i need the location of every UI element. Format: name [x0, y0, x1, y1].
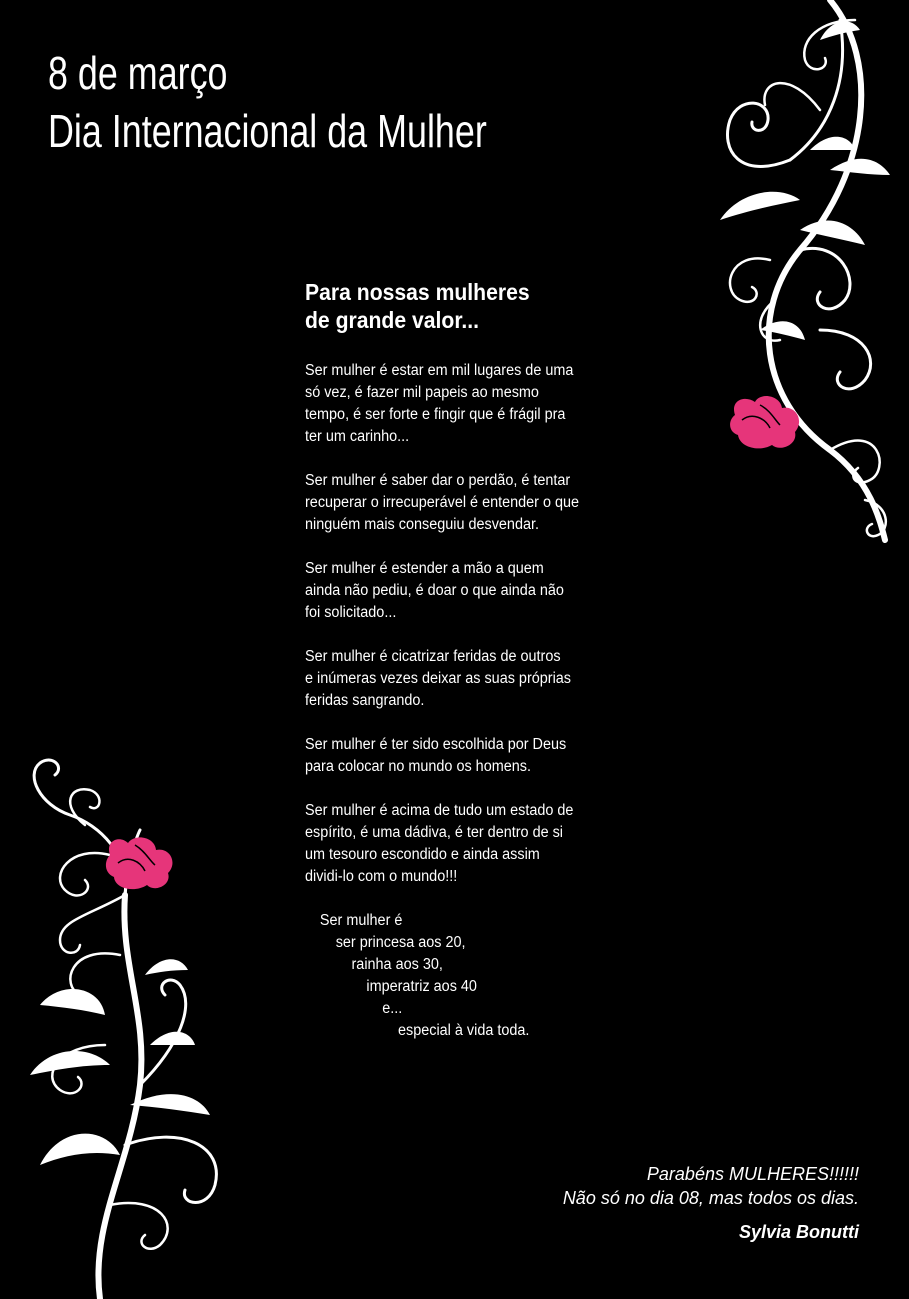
- cascade-line: ser princesa aos 20,: [335, 934, 466, 951]
- stanza-line: tempo, é ser forte e fingir que é frágil pra: [305, 406, 566, 423]
- stanza-line: feridas sangrando.: [305, 692, 425, 709]
- signature: Sylvia Bonutti: [738, 1222, 859, 1242]
- title-occasion: Dia Internacional da Mulher: [48, 105, 487, 157]
- stanza: [305, 646, 612, 712]
- stanza-line: Ser mulher é estender a mão a quem: [305, 560, 544, 577]
- title-date: 8 de março: [48, 47, 228, 99]
- stanza-line: só vez, é fazer mil papeis ao mesmo: [305, 384, 539, 401]
- stanza-line: e inúmeras vezes deixar as suas próprias: [305, 670, 572, 687]
- page-title: [48, 44, 487, 160]
- cascade-line: e...: [382, 1000, 403, 1017]
- stanza-line: Ser mulher é acima de tudo um estado de: [305, 802, 574, 819]
- stanza-line: ter um carinho...: [305, 428, 410, 445]
- stanza-line: foi solicitado...: [305, 604, 397, 621]
- stanza: [305, 470, 612, 536]
- stanza-line: ainda não pediu, é doar o que ainda não: [305, 582, 564, 599]
- stanza: [305, 800, 612, 888]
- closing-message: [563, 1162, 859, 1244]
- poem-heading-line: de grande valor...: [305, 307, 480, 333]
- stanza-line: espírito, é uma dádiva, é ter dentro de si: [305, 824, 564, 841]
- stanza-line: Ser mulher é ter sido escolhida por Deus: [305, 736, 567, 753]
- stanza: [305, 558, 612, 624]
- stanza-line: para colocar no mundo os homens.: [305, 758, 531, 775]
- poem-cascade: [305, 910, 612, 1042]
- stanza: [305, 360, 612, 448]
- stanza-line: dividi-lo com o mundo!!!: [305, 868, 458, 885]
- stanza: [305, 734, 612, 778]
- closing-line: Parabéns MULHERES!!!!!!: [646, 1164, 859, 1184]
- cascade-line: Ser mulher é: [319, 912, 403, 929]
- stanza-line: Ser mulher é estar em mil lugares de uma: [305, 362, 574, 379]
- stanza-line: ninguém mais conseguiu desvendar.: [305, 516, 539, 533]
- cascade-line: rainha aos 30,: [351, 956, 443, 973]
- closing-line: Não só no dia 08, mas todos os dias.: [562, 1188, 859, 1208]
- floral-swirl-ornament-icon: [10, 745, 240, 1299]
- stanza-line: recuperar o irrecuperável é entender o que: [305, 494, 580, 511]
- poem: [305, 278, 635, 1042]
- poem-heading: [305, 278, 609, 334]
- pink-flower-icon: [106, 837, 173, 889]
- stanza-line: um tesouro escondido e ainda assim: [305, 846, 540, 863]
- poem-heading-line: Para nossas mulheres: [305, 279, 530, 305]
- stanza-line: Ser mulher é saber dar o perdão, é tentar: [305, 472, 571, 489]
- cascade-line: especial à vida toda.: [398, 1022, 530, 1039]
- stanza-line: Ser mulher é cicatrizar feridas de outros: [305, 648, 561, 665]
- floral-swirl-ornament-icon: [680, 0, 909, 560]
- cascade-line: imperatriz aos 40: [366, 978, 477, 995]
